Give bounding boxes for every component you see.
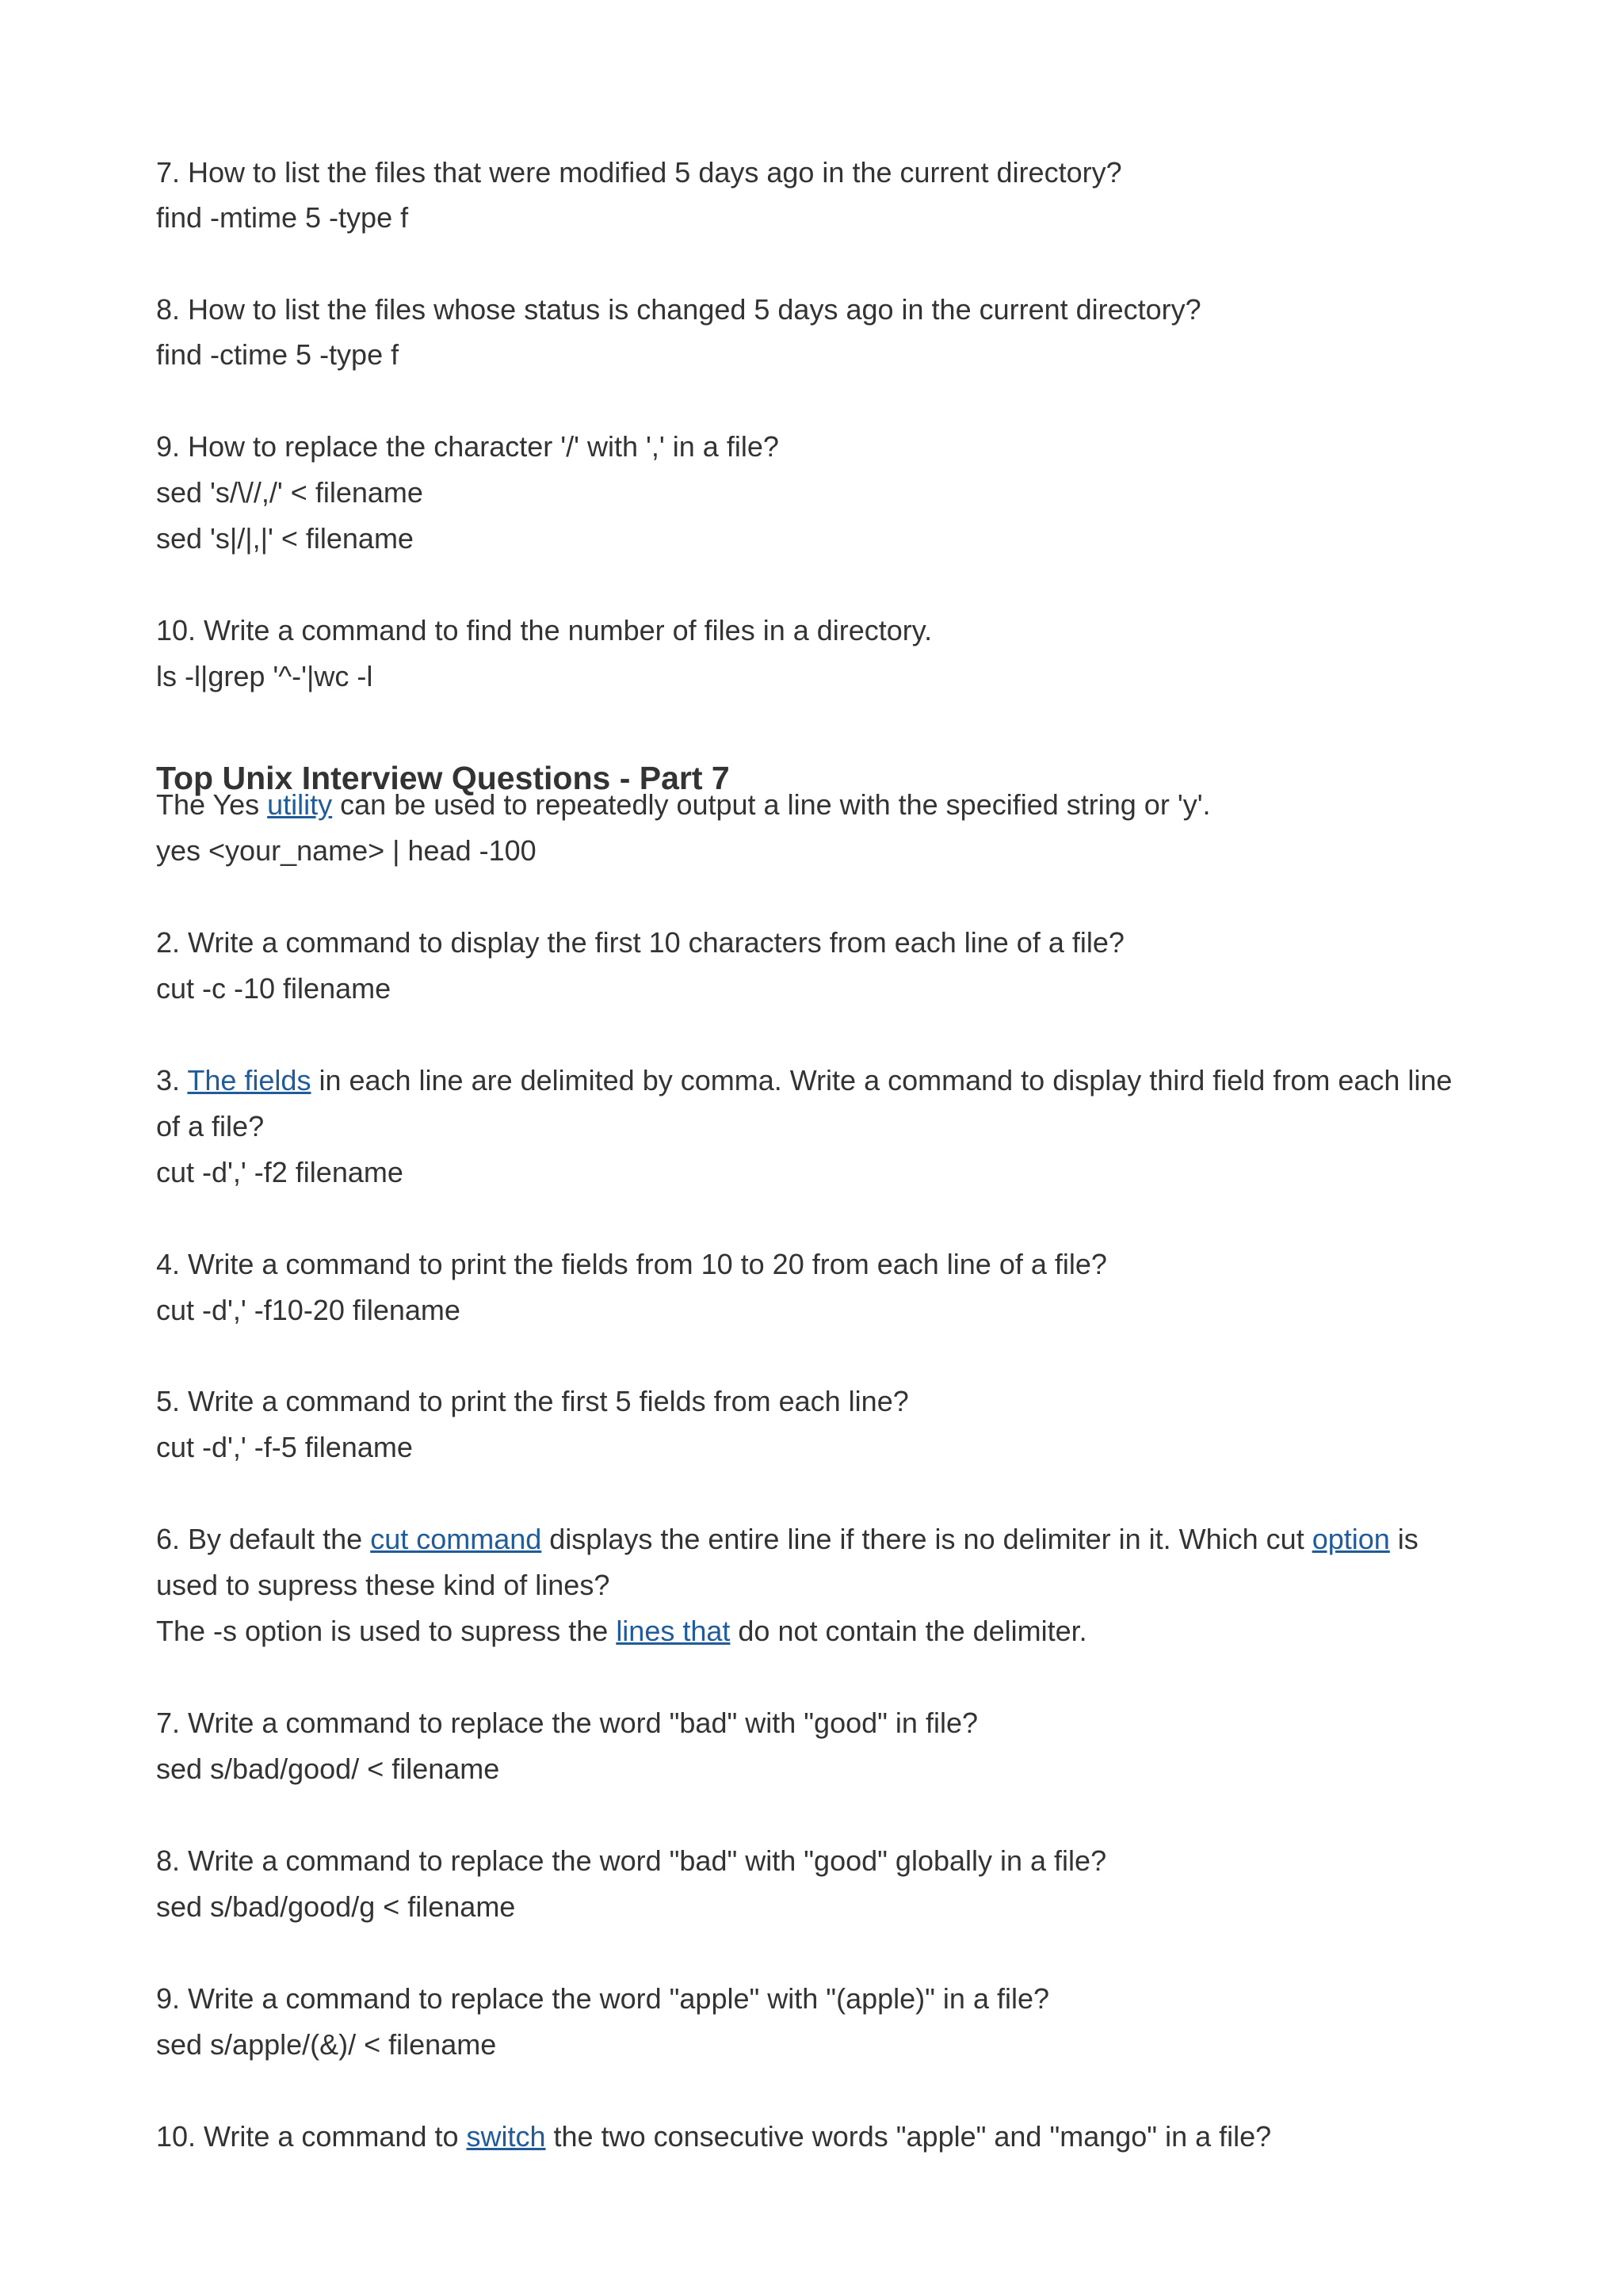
answer-9-sed-1: sed 's/\//,/' < filename bbox=[156, 476, 423, 509]
intro-answer: yes <your_name> | head -100 bbox=[156, 834, 537, 867]
answer-10-count-files: ls -l|grep '^-'|wc -l bbox=[156, 660, 373, 692]
link-switch[interactable]: switch bbox=[466, 2120, 546, 2153]
q6-text-post: is bbox=[1389, 1523, 1419, 1555]
question-7-mtime: 7. How to list the files that were modified 5 days ago in the current directory? bbox=[156, 156, 1122, 189]
link-option[interactable]: option bbox=[1312, 1523, 1390, 1555]
question-6-continuation: used to supress these kind of lines? bbox=[156, 1569, 610, 1601]
section-heading-part-7: Top Unix Interview Questions - Part 7 bbox=[156, 760, 730, 796]
link-cut-command[interactable]: cut command bbox=[370, 1523, 542, 1555]
answer-3-cut: cut -d',' -f2 filename bbox=[156, 1156, 403, 1188]
answer-7-sed: sed s/bad/good/ < filename bbox=[156, 1753, 500, 1785]
q10-text-pre: 10. Write a command to bbox=[156, 2120, 467, 2153]
q6-text-pre: 6. By default the bbox=[156, 1523, 371, 1555]
question-7-replace-bad: 7. Write a command to replace the word "bad" with "good" in file? bbox=[156, 1707, 978, 1739]
question-3-continuation: of a file? bbox=[156, 1110, 265, 1142]
answer-2-cut: cut -c -10 filename bbox=[156, 972, 391, 1005]
answer-5-cut: cut -d',' -f-5 filename bbox=[156, 1431, 413, 1463]
question-5-first-5-fields: 5. Write a command to print the first 5 fields from each line? bbox=[156, 1385, 909, 1417]
link-lines-that[interactable]: lines that bbox=[616, 1615, 731, 1647]
link-utility[interactable]: utility bbox=[267, 788, 333, 821]
link-the-fields[interactable]: The fields bbox=[187, 1064, 311, 1097]
answer-7-mtime: find -mtime 5 -type f bbox=[156, 201, 409, 234]
a6-text-post: do not contain the delimiter. bbox=[730, 1615, 1087, 1647]
question-8-ctime: 8. How to list the files whose status is changed 5 days ago in the current directory? bbox=[156, 293, 1201, 326]
answer-9-sed-2: sed 's|/|,|' < filename bbox=[156, 522, 414, 555]
q3-text-post: in each line are delimited by comma. Write a command to display third field from each line bbox=[311, 1064, 1453, 1097]
a6-text-pre: The -s option is used to supress the bbox=[156, 1615, 617, 1647]
question-10-switch-words bbox=[156, 2119, 1271, 2154]
intro-text-pre: The Yes bbox=[156, 788, 268, 821]
question-2-first-10-chars: 2. Write a command to display the first 10 characters from each line of a file? bbox=[156, 926, 1125, 959]
question-10-count-files: 10. Write a command to find the number of files in a directory. bbox=[156, 614, 933, 646]
question-8-replace-globally: 8. Write a command to replace the word "bad" with "good" globally in a file? bbox=[156, 1844, 1107, 1877]
question-4-fields-10-20: 4. Write a command to print the fields from 10 to 20 from each line of a file? bbox=[156, 1248, 1107, 1280]
question-6-cut-option bbox=[156, 1522, 1419, 1557]
answer-8-sed: sed s/bad/good/g < filename bbox=[156, 1890, 516, 1923]
answer-4-cut: cut -d',' -f10-20 filename bbox=[156, 1294, 460, 1326]
question-3-third-field bbox=[156, 1063, 1452, 1098]
q6-text-mid: displays the entire line if there is no delimiter in it. Which cut bbox=[541, 1523, 1312, 1555]
intro-text-post: can be used to repeatedly output a line with the specified string or 'y'. bbox=[332, 788, 1211, 821]
q3-text-pre: 3. bbox=[156, 1064, 188, 1097]
answer-8-ctime: find -ctime 5 -type f bbox=[156, 338, 399, 371]
question-9-replace-slash: 9. How to replace the character '/' with ',' in a file? bbox=[156, 430, 779, 463]
intro-yes-utility bbox=[156, 788, 1211, 822]
question-9-replace-apple: 9. Write a command to replace the word "apple" with "(apple)" in a file? bbox=[156, 1982, 1050, 2015]
q10-text-post: the two consecutive words "apple" and "mango" in a file? bbox=[545, 2120, 1272, 2153]
answer-6-s-option bbox=[156, 1614, 1087, 1649]
answer-9-sed: sed s/apple/(&)/ < filename bbox=[156, 2028, 497, 2061]
